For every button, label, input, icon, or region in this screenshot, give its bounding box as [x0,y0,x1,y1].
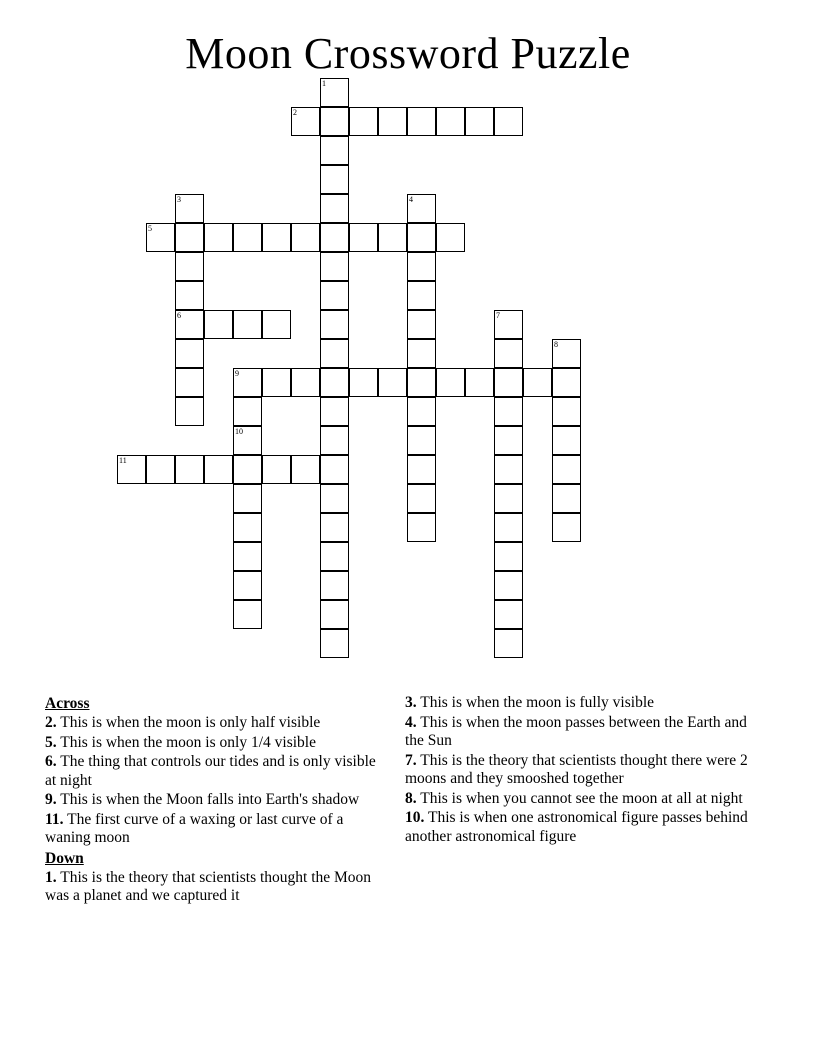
clue-item [45,791,390,810]
grid-cell[interactable] [233,223,262,252]
grid-cell[interactable] [407,455,436,484]
grid-cell[interactable] [291,368,320,397]
clue-item [45,753,390,790]
grid-cell[interactable] [494,339,523,368]
grid-cell-number: 6 [177,311,181,321]
grid-cell[interactable] [233,513,262,542]
grid-cell[interactable] [291,455,320,484]
grid-cell[interactable] [378,223,407,252]
clue-text: The thing that controls our tides and is only visible at night [45,753,376,789]
grid-cell[interactable] [291,107,320,136]
grid-cell[interactable] [494,484,523,513]
grid-cell[interactable] [320,78,349,107]
grid-cell[interactable] [494,600,523,629]
clue-text: This is the theory that scientists thought there were 2 moons and they smooshed together [405,751,748,787]
grid-cell[interactable] [320,455,349,484]
grid-cell[interactable] [175,339,204,368]
grid-cell[interactable] [262,310,291,339]
grid-cell[interactable] [320,397,349,426]
clue-text: This is the theory that scientists thought the Moon was a planet and we captured it [45,868,372,904]
grid-cell[interactable] [349,368,378,397]
grid-cell[interactable] [320,629,349,658]
grid-cell[interactable] [233,600,262,629]
grid-cell[interactable] [349,107,378,136]
grid-cell[interactable] [175,368,204,397]
grid-cell[interactable] [262,368,291,397]
grid-cell[interactable] [523,368,552,397]
clue-text: This is when you cannot see the moon at all at night [416,789,743,807]
clue-text: This is when the moon passes between the Earth and the Sun [405,713,747,749]
grid-cell[interactable] [320,542,349,571]
grid-cell[interactable] [175,194,204,223]
grid-cell[interactable] [407,310,436,339]
grid-cell[interactable] [436,107,465,136]
grid-cell[interactable] [320,368,349,397]
grid-cell[interactable] [320,107,349,136]
grid-cell[interactable] [146,223,175,252]
grid-cell[interactable] [552,426,581,455]
clues-column-left [45,694,390,907]
crossword-grid [0,78,816,668]
clues-section [0,694,816,1024]
clue-number: 11. [45,810,64,828]
grid-cell[interactable] [233,368,262,397]
clue-item [45,734,390,753]
grid-cell[interactable] [320,484,349,513]
grid-cell[interactable] [552,513,581,542]
grid-cell[interactable] [204,223,233,252]
grid-cell[interactable] [291,223,320,252]
grid-cell[interactable] [320,513,349,542]
clue-number: 10. [405,809,425,826]
grid-cell[interactable] [233,542,262,571]
grid-cell[interactable] [552,368,581,397]
clue-item [405,809,750,846]
grid-cell[interactable] [407,397,436,426]
clue-number: 4. [405,713,417,731]
grid-cell-number: 10 [235,427,243,437]
grid-cell[interactable] [407,339,436,368]
grid-cell[interactable] [407,223,436,252]
clues-heading: Down [45,849,84,867]
clue-text: This is when the moon is fully visible [416,694,654,711]
grid-cell[interactable] [378,107,407,136]
clue-text: This is when the Moon falls into Earth's shadow [56,791,360,808]
grid-cell[interactable] [233,397,262,426]
grid-cell[interactable] [494,368,523,397]
clue-number: 6. [45,753,57,770]
clue-number: 2. [45,714,57,731]
grid-cell[interactable] [552,484,581,513]
grid-cell[interactable] [494,426,523,455]
clue-item [405,790,750,809]
clue-item [405,714,750,751]
clue-text: This is when one astronomical figure passes behind another astronomical figure [405,809,748,845]
grid-cell[interactable] [233,484,262,513]
grid-cell[interactable] [494,310,523,339]
grid-cell[interactable] [233,455,262,484]
grid-cell[interactable] [494,629,523,658]
clue-number: 3. [405,694,417,711]
grid-cell[interactable] [262,223,291,252]
grid-cell[interactable] [320,281,349,310]
grid-cell[interactable] [320,252,349,281]
grid-cell[interactable] [407,194,436,223]
clue-item [405,694,750,713]
grid-cell[interactable] [175,281,204,310]
grid-cell-number: 7 [496,311,500,321]
grid-cell[interactable] [407,252,436,281]
clue-text: This is when the moon is only half visible [56,714,321,731]
grid-cell[interactable] [233,571,262,600]
grid-cell[interactable] [465,368,494,397]
grid-cell[interactable] [146,455,175,484]
grid-cell[interactable] [552,397,581,426]
grid-cell[interactable] [465,107,494,136]
clue-text: This is when the moon is only 1/4 visible [56,733,316,751]
grid-cell-number: 2 [293,108,297,118]
grid-cell[interactable] [320,165,349,194]
grid-cell[interactable] [175,397,204,426]
grid-cell[interactable] [494,571,523,600]
grid-cell[interactable] [204,310,233,339]
grid-cell[interactable] [175,223,204,252]
grid-cell[interactable] [494,542,523,571]
grid-cell-number: 9 [235,369,239,379]
grid-cell-number: 8 [554,340,558,350]
grid-cell[interactable] [233,310,262,339]
grid-cell-number: 1 [322,79,326,89]
clue-item [45,811,390,848]
grid-cell[interactable] [320,600,349,629]
grid-cell[interactable] [407,281,436,310]
clue-item [405,752,750,789]
clue-number: 5. [45,733,57,751]
clue-item [45,869,390,906]
grid-cell[interactable] [320,310,349,339]
grid-cell[interactable] [552,455,581,484]
clue-item [45,714,390,733]
grid-cell[interactable] [117,455,146,484]
grid-cell[interactable] [320,194,349,223]
clues-column-right [405,694,750,847]
grid-cell[interactable] [407,513,436,542]
grid-cell[interactable] [320,223,349,252]
grid-cell[interactable] [436,368,465,397]
grid-cell[interactable] [494,513,523,542]
grid-cell[interactable] [175,310,204,339]
grid-cell-number: 5 [148,224,152,234]
grid-cell[interactable] [407,484,436,513]
grid-cell[interactable] [233,426,262,455]
grid-cell[interactable] [407,426,436,455]
clue-number: 9. [45,791,57,808]
grid-cell-number: 4 [409,195,413,205]
clue-number: 8. [405,789,417,807]
grid-cell[interactable] [175,455,204,484]
clues-heading: Across [45,695,90,712]
page-title: Moon Crossword Puzzle [185,29,631,78]
grid-cell[interactable] [436,223,465,252]
grid-cell-number: 3 [177,195,181,205]
grid-cell[interactable] [552,339,581,368]
grid-cell[interactable] [349,223,378,252]
grid-cell[interactable] [320,136,349,165]
grid-cell[interactable] [494,455,523,484]
grid-cell[interactable] [494,397,523,426]
grid-cell[interactable] [407,368,436,397]
grid-cell[interactable] [378,368,407,397]
clue-text: The first curve of a waxing or last curve of a waning moon [45,810,344,846]
grid-cell[interactable] [320,426,349,455]
grid-cell[interactable] [262,455,291,484]
grid-cell[interactable] [320,339,349,368]
grid-cell[interactable] [175,252,204,281]
grid-cell[interactable] [407,107,436,136]
grid-cell[interactable] [320,571,349,600]
grid-cell[interactable] [204,455,233,484]
clue-number: 1. [45,868,57,886]
clue-number: 7. [405,751,417,769]
grid-cell[interactable] [494,107,523,136]
grid-cell-number: 11 [119,456,127,466]
